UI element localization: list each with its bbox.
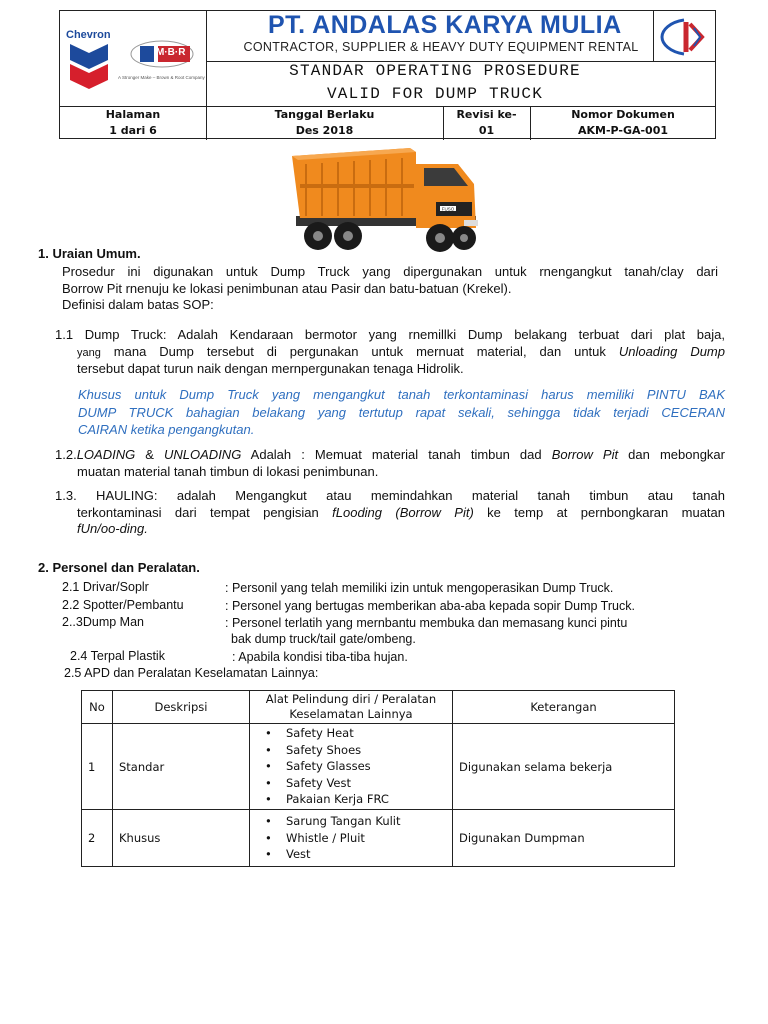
sop-title: STANDAR OPERATING PROSEDURE [289,62,581,80]
list-item: • Safety Heat [286,725,446,742]
role-label-terpal: 2.4 Terpal Plastik [70,649,165,663]
list-item: • Vest [286,846,446,863]
role-label-spotter: 2.2 Spotter/Pembantu [62,598,184,612]
list-item: • Whistle / Pluit [286,830,446,847]
table-header-row [82,691,675,724]
akm-logo [654,12,716,61]
meta-nomor-dokumen: Nomor Dokumen AKM-P-GA-001 [571,108,675,137]
apd-list [256,813,446,863]
item-1-1: 1.1 Dump Truck: Adalah Kendaraan bermotor yang rnemillki Dump belakang terbuat dari plat baja, yang mana Dump tersebut di pergunakan untuk mernuat material, dan untuk Unloading Dump tersebut dapat turun naik dengan mernpergunakan tenaga Hidrolik. [55,327,725,376]
table-row: 1 Standar • Safety Heat • Safety Shoes • Safety Glasses • Safety Vest • Pakaian Kerja FRC Digunakan selama bekerja [82,724,675,810]
section-1-intro: Prosedur ini digunakan untuk Dump Truck yang dipergunakan untuk rnengangkut tanah/clay dari Borrow Pit rnenuju ke lokasi penimbunan atau Pasir dan batu-batuan (Krekel). Definisi dalam batas SOP: [62,264,718,312]
company-name: PT. ANDALAS KARYA MULIA [268,11,622,39]
list-item: • Pakaian Kerja FRC [286,791,446,808]
col-alat: Alat Pelindung diri / Peralatan Keselamatan Lainnya [250,691,453,724]
col-deskripsi: Deskripsi [113,691,250,724]
document-header [59,10,716,139]
item-1-2: 1.2.LOADING & UNLOADING Adalah : Memuat material tanah timbun dad Borrow Pit dan mebongkar muatan material tanah timbun di lokasi penimbunan. [55,447,725,479]
apd-table [81,690,675,867]
section-1-title: 1. Uraian Umum. [38,246,141,261]
svg-text:FUSO: FUSO [441,206,455,212]
meta-revisi: Revisi ke- 01 [456,108,517,137]
col-no: No [82,691,113,724]
list-item: • Safety Vest [286,775,446,792]
role-desc-driver: : Personil yang telah memiliki izin untuk mengoperasikan Dump Truck. [225,581,614,595]
col-keterangan: Keterangan [453,691,675,724]
akm-emblem-icon [654,12,716,61]
table-row: 2 Khusus • Sarung Tangan Kulit • Whistle / Pluit • Vest Digunakan Dumpman [82,810,675,867]
item-1-3: 1.3. HAULING: adalah Mengangkut atau memindahkan material tanah timbun atau tanah terkontaminasi dari tempat pengisian fLooding (Borrow Pit) ke temp at pernbongkaran muatan fUn/oo-ding. [55,488,725,536]
list-item: • Safety Glasses [286,758,446,775]
chevron-logo: Chevron [60,11,120,105]
mbr-logo: M·B·R A Stronger Make – Brown & Root Company [118,37,206,85]
section-2-title: 2. Personel dan Peralatan. [38,560,200,575]
meta-halaman: Halaman 1 dari 6 [105,108,161,137]
chevron-shield-icon [60,11,120,105]
list-item: • Safety Shoes [286,742,446,759]
role-label-dumpman: 2..3Dump Man [62,615,144,629]
meta-tanggal-berlaku: Tanggal Berlaku Des 2018 [274,108,375,137]
dump-truck-icon [288,144,484,260]
contaminated-soil-warning: Khusus untuk Dump Truck yang mengangkut tanah terkontaminasi harus memiliki PINTU BAK DUMP TRUCK bahagian belakang yang tertutup rapat sekali, sehingga tidak terjadi CECERAN CAIRAN ketika pengangkutan. [78,387,725,437]
dump-truck-image [288,144,484,260]
role-desc-spotter: : Personel yang bertugas memberikan aba-aba kepada sopir Dump Truck. [225,599,635,613]
role-desc-terpal: : Apabila kondisi tiba-tiba hujan. [232,650,408,664]
apd-title: 2.5 APD dan Peralatan Keselamatan Lainnya: [64,666,319,680]
list-item: • Sarung Tangan Kulit [286,813,446,830]
role-desc-dumpman: : Personel terlatih yang mernbantu membuka dan memasang kunci pintu bak dump truck/tail gate/ombeng. [225,616,628,646]
company-tagline: CONTRACTOR, SUPPLIER & HEAVY DUTY EQUIPMENT RENTAL [243,40,639,54]
role-label-driver: 2.1 Drivar/Soplr [62,580,149,594]
apd-list [256,725,446,808]
sop-subtitle: VALID FOR DUMP TRUCK [326,85,544,103]
